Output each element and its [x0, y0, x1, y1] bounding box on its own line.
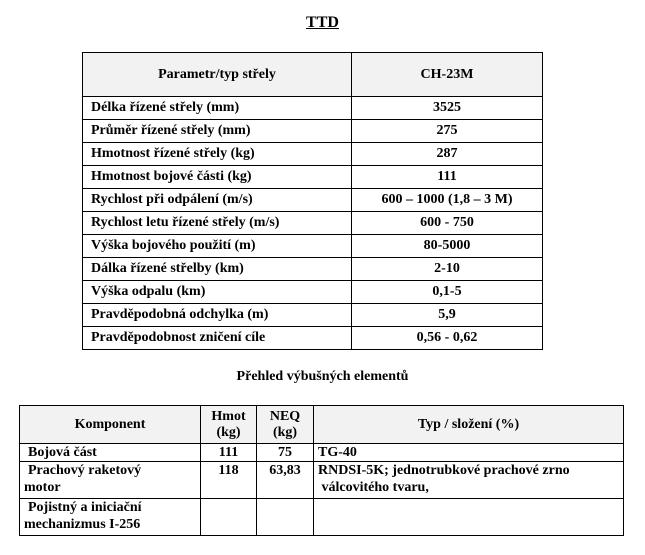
parameter-value: 5,9	[352, 304, 543, 327]
parameter-name: Průměr řízené střely (mm)	[83, 120, 352, 143]
parameter-name: Rychlost letu řízené střely (m/s)	[83, 212, 352, 235]
header-neq-line1: NEQ	[269, 408, 301, 424]
header-neq-line2: (kg)	[272, 424, 298, 440]
parameter-value: 2-10	[352, 258, 543, 281]
parameter-value: 287	[352, 143, 543, 166]
hmot-cell: 118	[201, 462, 257, 499]
component-line1: Pojistný a iniciační	[28, 500, 142, 515]
table-header-row	[83, 53, 543, 97]
header-hmot	[201, 406, 257, 444]
parameter-value: 80-5000	[352, 235, 543, 258]
table-row	[20, 444, 624, 462]
table-header-row	[20, 406, 624, 444]
header-hmot-line2: (kg)	[216, 424, 241, 440]
section-subtitle: Přehled výbušných elementů	[236, 369, 409, 384]
parameter-name: Výška odpalu (km)	[83, 281, 352, 304]
parameter-name: Hmotnost bojové části (kg)	[83, 166, 352, 189]
parameter-name: Rychlost při odpálení (m/s)	[83, 189, 352, 212]
parameter-value: 0,1-5	[352, 281, 543, 304]
type-line1: RNDSI-5K; jednotrubkové prachové zrno	[318, 463, 570, 478]
parameter-name: Hmotnost řízené střely (kg)	[83, 143, 352, 166]
parameter-value: 600 - 750	[352, 212, 543, 235]
parameter-value: 3525	[352, 97, 543, 120]
table-row	[83, 258, 543, 281]
type-cell	[314, 462, 624, 499]
neq-cell: 63,83	[257, 462, 314, 499]
type-cell	[314, 444, 624, 462]
explosives-table	[19, 405, 624, 536]
table-row	[83, 235, 543, 258]
table-row	[83, 189, 543, 212]
component-line1: Prachový raketový	[28, 463, 142, 478]
component-line1: Bojová část	[28, 445, 97, 460]
parameters-table	[82, 52, 543, 350]
parameter-name: Délka řízené střely (mm)	[83, 97, 352, 120]
parameter-value: 111	[352, 166, 543, 189]
table-row	[83, 212, 543, 235]
table-row	[83, 97, 543, 120]
type-line2: válcovitého tvaru,	[318, 480, 429, 495]
component-line2: motor	[24, 480, 61, 495]
header-missile-type: CH-23M	[352, 53, 543, 97]
parameter-name: Pravděpodobnost zničení cíle	[83, 327, 352, 350]
parameter-value: 600 – 1000 (1,8 – 3 M)	[352, 189, 543, 212]
header-parameter: Parametr/typ střely	[83, 53, 352, 97]
neq-cell	[257, 499, 314, 536]
parameter-name: Pravděpodobná odchylka (m)	[83, 304, 352, 327]
table-row	[83, 327, 543, 350]
parameter-value: 0,56 - 0,62	[352, 327, 543, 350]
table-row	[83, 143, 543, 166]
table-row	[20, 462, 624, 499]
component-cell	[20, 462, 201, 499]
parameter-name: Dálka řízené střelby (km)	[83, 258, 352, 281]
hmot-cell: 111	[201, 444, 257, 462]
table-row	[83, 120, 543, 143]
type-cell	[314, 499, 624, 536]
parameter-value: 275	[352, 120, 543, 143]
table-row	[83, 281, 543, 304]
header-component: Komponent	[20, 406, 201, 444]
page-title: TTD	[306, 14, 339, 31]
component-line2: mechanizmus I-256	[24, 517, 141, 532]
header-hmot-line1: Hmot	[211, 408, 246, 424]
table-row	[20, 499, 624, 536]
table-row	[83, 166, 543, 189]
component-cell	[20, 444, 201, 462]
header-type-composition: Typ / složení (%)	[314, 406, 624, 444]
table-row	[83, 304, 543, 327]
parameter-name: Výška bojového použití (m)	[83, 235, 352, 258]
header-neq	[257, 406, 314, 444]
type-line1: TG-40	[318, 445, 357, 460]
neq-cell: 75	[257, 444, 314, 462]
hmot-cell	[201, 499, 257, 536]
component-cell	[20, 499, 201, 536]
